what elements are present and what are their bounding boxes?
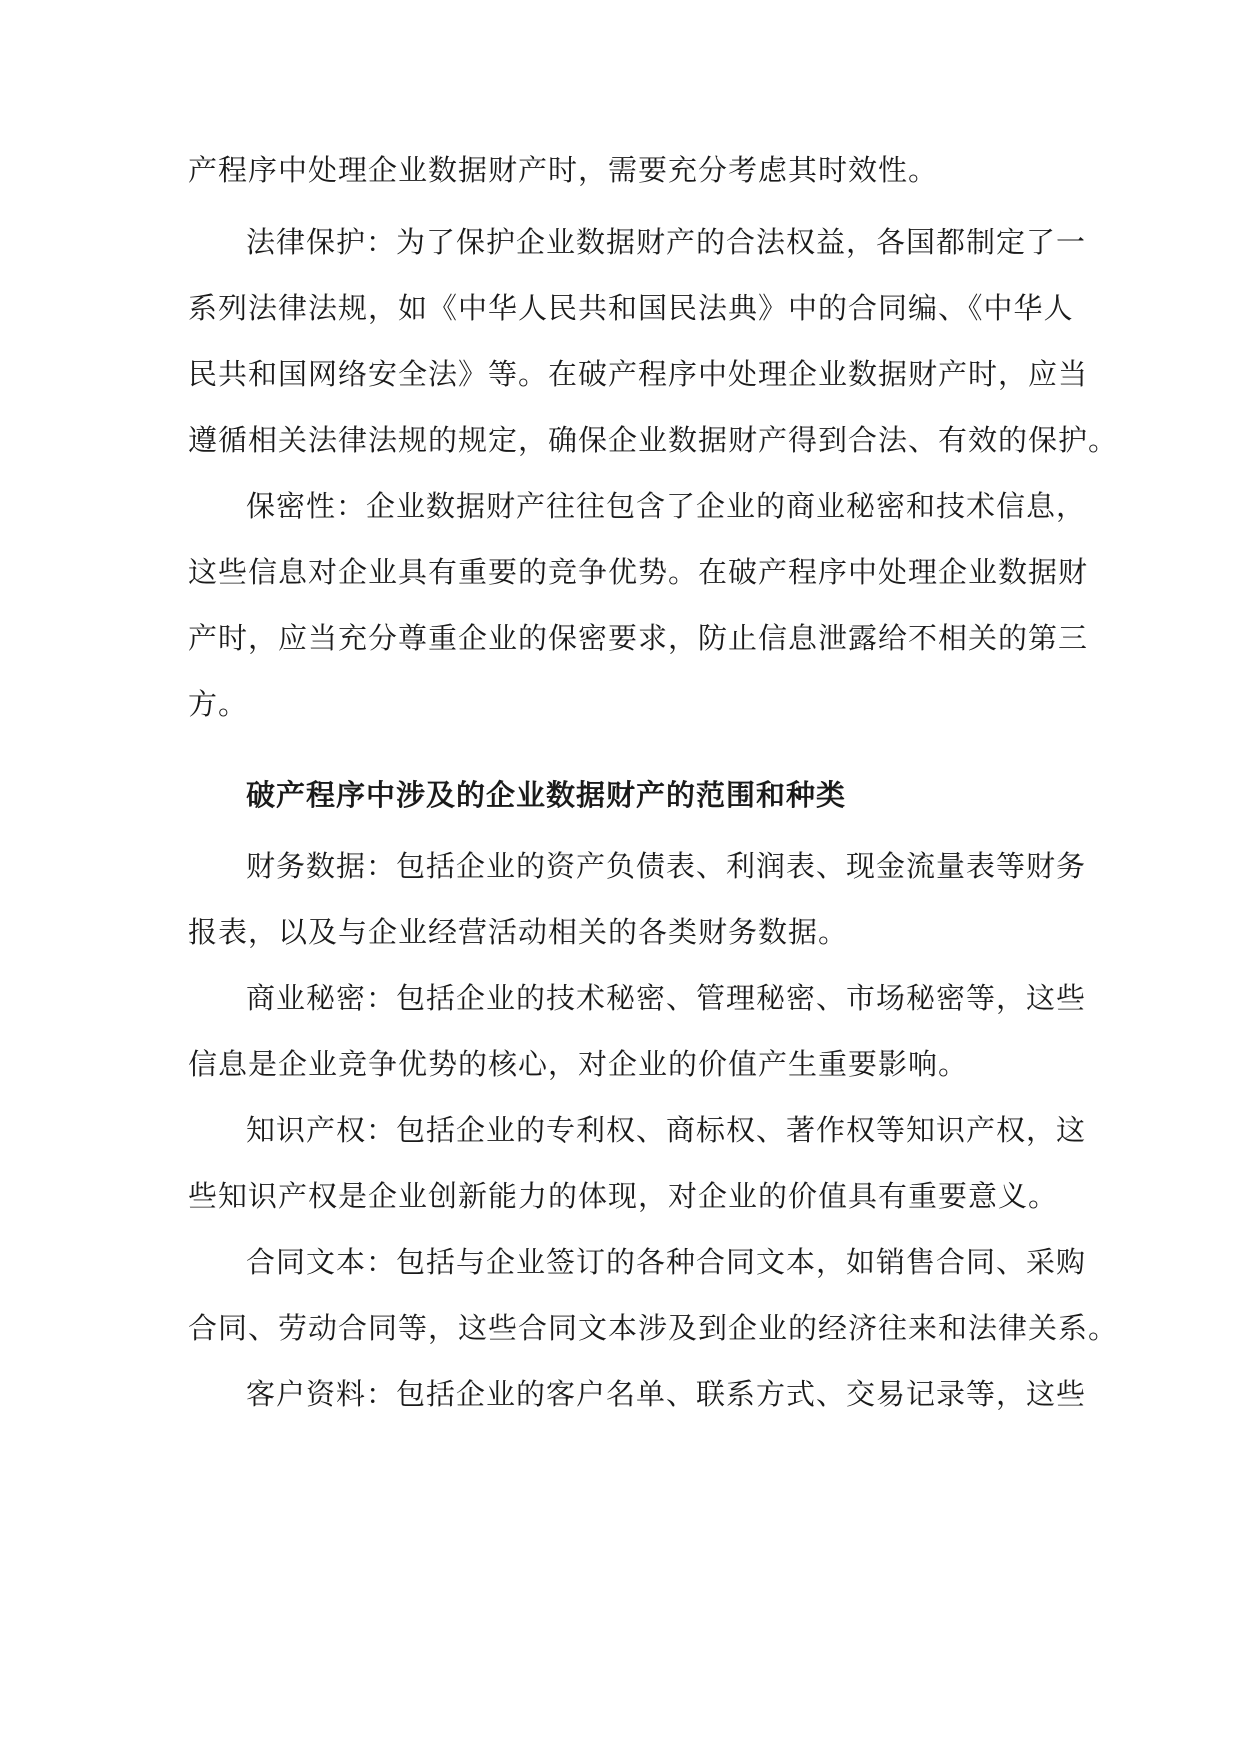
paragraph-line: 系列法律法规，如《中华人民共和国民法典》中的合同编、《中华人	[188, 291, 1074, 325]
paragraph-line: 信息是企业竞争优势的核心，对企业的价值产生重要影响。	[188, 1047, 969, 1081]
paragraph-line: 民共和国网络安全法》等。在破产程序中处理企业数据财产时，应当	[188, 357, 1089, 391]
paragraph-line: 客户资料：包括企业的客户名单、联系方式、交易记录等，这些	[246, 1377, 1087, 1411]
paragraph-line: 这些信息对企业具有重要的竞争优势。在破产程序中处理企业数据财	[188, 555, 1089, 589]
paragraph-line: 商业秘密：包括企业的技术秘密、管理秘密、市场秘密等，这些	[246, 981, 1087, 1015]
paragraph-line: 报表，以及与企业经营活动相关的各类财务数据。	[188, 915, 849, 949]
paragraph-line: 产程序中处理企业数据财产时，需要充分考虑其时效性。	[188, 153, 939, 187]
section-heading: 破产程序中涉及的企业数据财产的范围和种类	[246, 778, 847, 812]
paragraph-line: 合同、劳动合同等，这些合同文本涉及到企业的经济往来和法律关系。	[188, 1311, 1119, 1345]
paragraph-line: 财务数据：包括企业的资产负债表、利润表、现金流量表等财务	[246, 849, 1087, 883]
paragraph-line: 保密性：企业数据财产往往包含了企业的商业秘密和技术信息，	[246, 489, 1087, 523]
paragraph-line: 合同文本：包括与企业签订的各种合同文本，如销售合同、采购	[246, 1245, 1087, 1279]
paragraph-line: 些知识产权是企业创新能力的体现，对企业的价值具有重要意义。	[188, 1179, 1059, 1213]
paragraph-line: 遵循相关法律法规的规定，确保企业数据财产得到合法、有效的保护。	[188, 423, 1119, 457]
paragraph-line: 产时，应当充分尊重企业的保密要求，防止信息泄露给不相关的第三	[188, 621, 1089, 655]
paragraph-line: 方。	[188, 687, 249, 721]
paragraph-line: 知识产权：包括企业的专利权、商标权、著作权等知识产权，这	[246, 1113, 1087, 1147]
paragraph-line: 法律保护：为了保护企业数据财产的合法权益，各国都制定了一	[246, 225, 1087, 259]
